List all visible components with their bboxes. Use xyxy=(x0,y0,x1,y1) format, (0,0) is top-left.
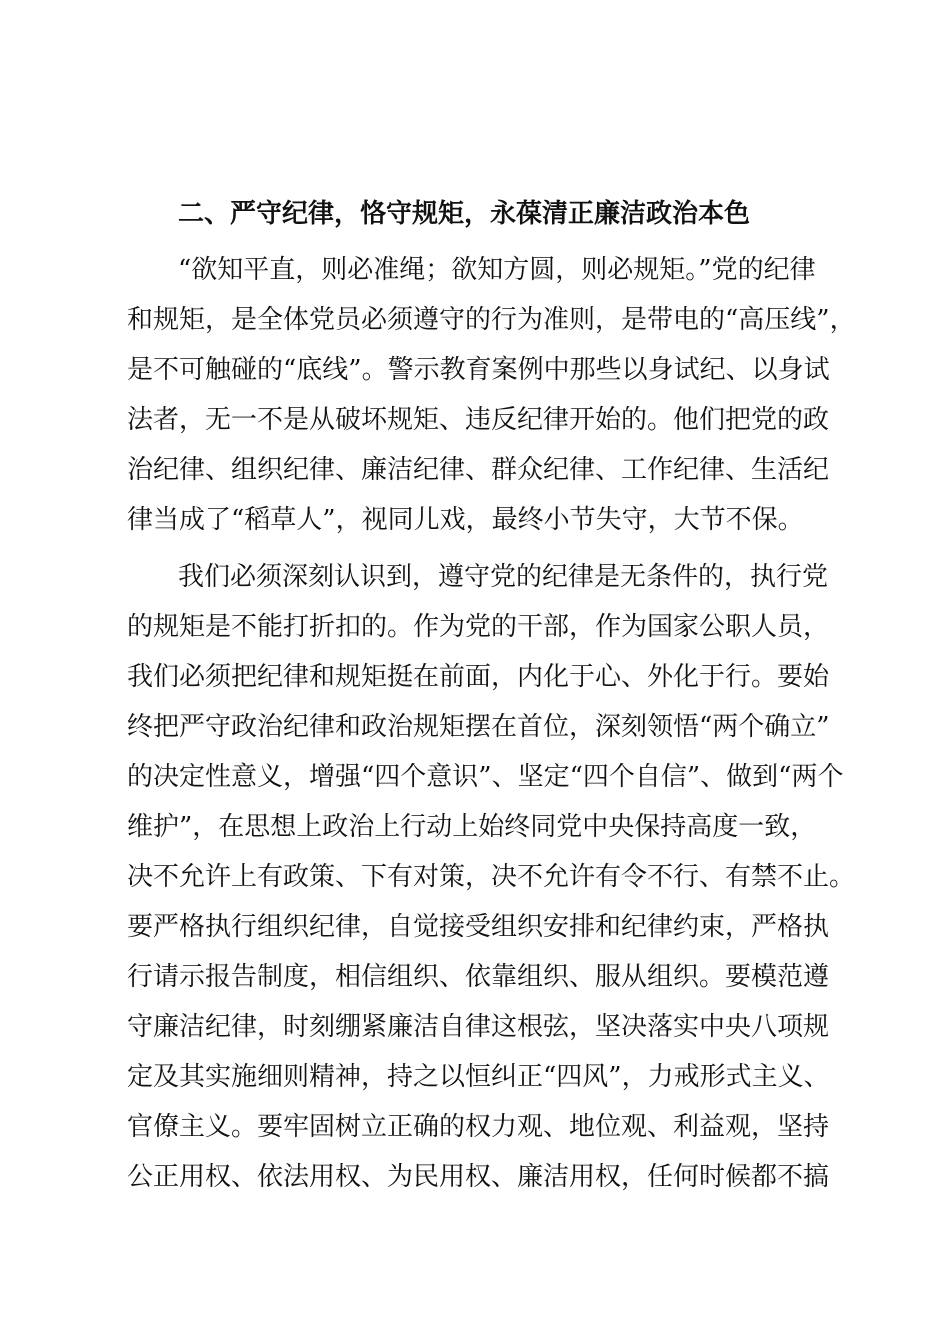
paragraph-2-line-4: 终把严守政治纪律和政治规矩摆在首位，深刻领悟“两个确立” xyxy=(127,712,830,742)
paragraph-2-line-2: 的规矩是不能打折扣的。作为党的干部，作为国家公职人员， xyxy=(127,612,830,642)
paragraph-1-line-2: 和规矩，是全体党员必须遵守的行为准则，是带电的“高压线”， xyxy=(127,305,856,335)
paragraph-2-line-5: 的决定性意义，增强“四个意识”、坚定“四个自信”、做到“两个 xyxy=(127,762,844,792)
paragraph-2-line-10: 守廉洁纪律，时刻绷紧廉洁自律这根弦，坚决落实中央八项规 xyxy=(127,1012,830,1042)
paragraph-2-line-3: 我们必须把纪律和规矩挺在前面，内化于心、外化于行。要始 xyxy=(127,662,830,692)
paragraph-2-line-12: 官僚主义。要牢固树立正确的权力观、地位观、利益观，坚持 xyxy=(127,1112,830,1142)
section-heading: 二、严守纪律，恪守规矩，永葆清正廉洁政治本色 xyxy=(178,199,751,229)
paragraph-2-line-11: 定及其实施细则精神，持之以恒纠正“四风”，力戒形式主义、 xyxy=(127,1062,830,1092)
paragraph-1-line-5: 治纪律、组织纪律、廉洁纪律、群众纪律、工作纪律、生活纪 xyxy=(127,455,830,485)
paragraph-2-line-1: 我们必须深刻认识到，遵守党的纪律是无条件的，执行党 xyxy=(178,562,829,592)
paragraph-2-line-13: 公正用权、依法用权、为民用权、廉洁用权，任何时候都不搞 xyxy=(127,1162,830,1192)
paragraph-2-line-6: 维护”，在思想上政治上行动上始终同党中央保持高度一致， xyxy=(127,812,817,842)
paragraph-1-line-1: “欲知平直，则必准绳；欲知方圆，则必规矩。”党的纪律 xyxy=(178,255,816,285)
paragraph-1-line-4: 法者，无一不是从破坏规矩、违反纪律开始的。他们把党的政 xyxy=(127,405,830,435)
paragraph-2-line-9: 行请示报告制度，相信组织、依靠组织、服从组织。要模范遵 xyxy=(127,962,830,992)
paragraph-1-line-6: 律当成了“稻草人”，视同儿戏，最终小节失守，大节不保。 xyxy=(127,505,804,535)
paragraph-2-line-7: 决不允许上有政策、下有对策，决不允许有令不行、有禁不止。 xyxy=(127,862,856,892)
paragraph-1-line-3: 是不可触碰的“底线”。警示教育案例中那些以身试纪、以身试 xyxy=(127,355,830,385)
paragraph-2-line-8: 要严格执行组织纪律，自觉接受组织安排和纪律约束，严格执 xyxy=(127,912,830,942)
